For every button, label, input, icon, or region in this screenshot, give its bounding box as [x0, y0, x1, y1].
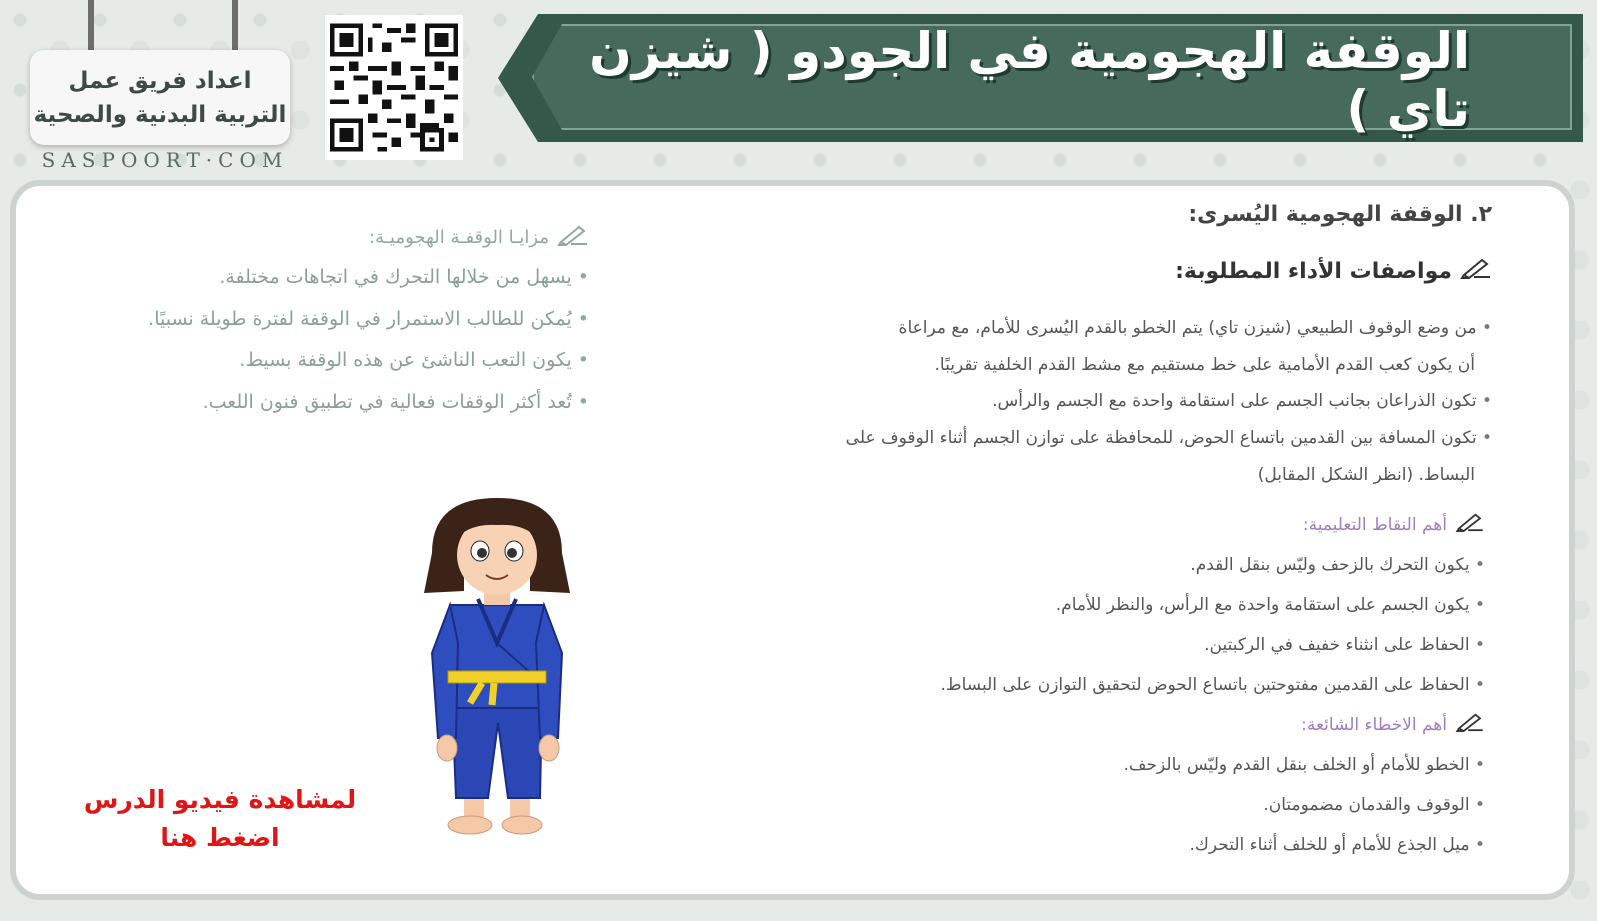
- advantages-heading: [369, 224, 589, 251]
- pencil-writing-icon: [1455, 712, 1485, 737]
- video-link[interactable]: لمشاهدة فيديو الدرس: [83, 785, 357, 814]
- section-title: ٢. الوقفة الهجومية اليُسرى:: [1188, 202, 1492, 227]
- advantage-item: • تُعد أكثر الوقفات فعالية في تطبيق فنون اللعب.: [203, 391, 589, 413]
- common-error-item: • الوقوف والقدمان مضمومتان.: [1263, 795, 1485, 815]
- teaching-point-item: • الحفاظ على القدمين مفتوحتين باتساع الحوض لتحقيق التوازن على البساط.: [940, 675, 1485, 695]
- spec-item-continued: البساط. (انظر الشكل المقابل): [1257, 465, 1475, 485]
- logo-line-2: التربية البدنية والصحية: [33, 101, 287, 128]
- common-errors-heading-text: أهم الاخطاء الشائعة:: [1301, 714, 1447, 735]
- pencil-writing-icon: [557, 224, 589, 251]
- pencil-writing-icon: [1455, 512, 1485, 537]
- teaching-point-item: • الحفاظ على انثناء خفيف في الركبتين.: [1204, 635, 1485, 655]
- judoka-illustration-icon: [412, 493, 582, 845]
- video-link-click-here[interactable]: اضغط هنا: [160, 823, 280, 852]
- specs-heading-text: مواصفات الأداء المطلوبة:: [1175, 258, 1452, 284]
- common-error-item: • ميل الجذع للأمام أو للخلف أثناء التحرك.: [1189, 835, 1485, 855]
- spec-item: • تكون المسافة بين القدمين باتساع الحوض، للمحافظة على توازن الجسم أثناء الوقوف على: [846, 428, 1492, 448]
- hanger-right: [232, 0, 238, 52]
- logo-line-1: اعداد فريق عمل: [68, 67, 252, 94]
- page-title: الوقفة الهجومية في الجودو ( شيزن تاي ): [589, 22, 1470, 138]
- advantage-item: • يُمكن للطالب الاستمرار في الوقفة لفترة طويلة نسبيًا.: [148, 308, 589, 330]
- teaching-points-heading: [1303, 512, 1485, 537]
- logo-site: SASPOORT·COM: [41, 148, 289, 172]
- advantage-item: • يسهل من خلالها التحرك في اتجاهات مختلفة.: [219, 266, 589, 288]
- pencil-writing-icon: [1460, 257, 1492, 285]
- spec-item: • من وضع الوقوف الطبيعي (شيزن تاي) يتم الخطو بالقدم اليُسرى للأمام، مع مراعاة: [899, 318, 1492, 338]
- advantage-item: • يكون التعب الناشئ عن هذه الوقفة بسيط.: [239, 349, 589, 371]
- spec-item-continued: أن يكون كعب القدم الأمامية على خط مستقيم مع مشط القدم الخلفية تقريبًا.: [934, 355, 1475, 375]
- specs-heading: [1175, 257, 1492, 285]
- advantages-heading-text: مزايـا الوقفـة الهجوميـة:: [369, 227, 549, 248]
- common-error-item: • الخطو للأمام أو الخلف بنقل القدم وليّس بالزحف.: [1124, 755, 1486, 775]
- hanger-left: [88, 0, 94, 52]
- teaching-point-item: • يكون الجسم على استقامة واحدة مع الرأس، والنظر للأمام.: [1056, 595, 1485, 615]
- spec-item: • تكون الذراعان بجانب الجسم على استقامة واحدة مع الجسم والرأس.: [992, 391, 1492, 411]
- qr-code-icon[interactable]: [325, 15, 463, 160]
- logo-box: [30, 50, 290, 145]
- teaching-point-item: • يكون التحرك بالزحف وليّس بنقل القدم.: [1190, 555, 1485, 575]
- common-errors-heading: [1301, 712, 1485, 737]
- teaching-points-heading-text: أهم النقاط التعليمية:: [1302, 514, 1447, 535]
